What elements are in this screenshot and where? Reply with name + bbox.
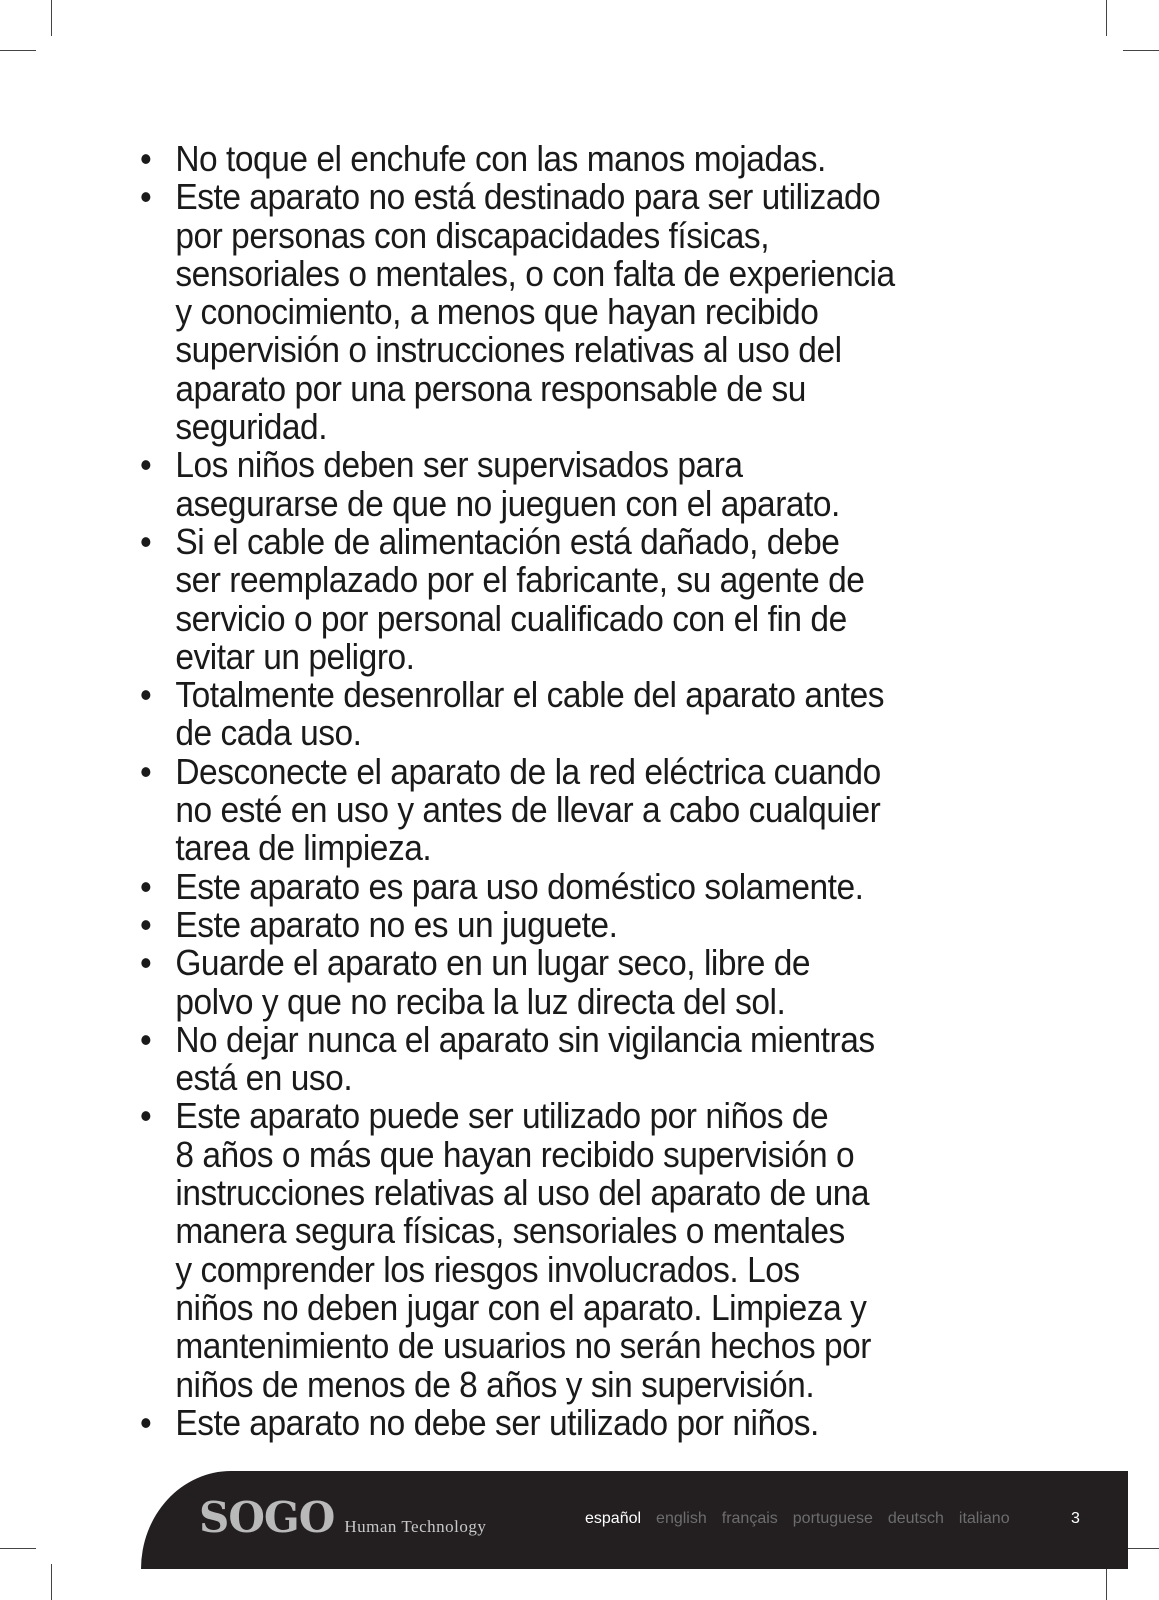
bullet-icon: •: [140, 1018, 152, 1060]
bullet-icon: •: [140, 444, 152, 486]
list-item-text: Desconecte el aparato de la red eléctrica cuando no esté en uso y antes de llevar a cabo cualquier tarea de limpieza.: [175, 750, 881, 869]
list-item: [140, 1401, 1105, 1443]
list-item-text: Este aparato no está destinado para ser utilizado por personas con discapacidades físicas, sensoriales o mentales, o con falta de experiencia y conocimiento, a menos que hayan recibido supervisión o instrucciones relativas al uso del aparato por una persona responsable de su seguridad.: [175, 176, 895, 448]
logo-tagline: Human Technology: [344, 1517, 487, 1536]
list-item: [140, 676, 1105, 753]
list-item-text: Guarde el aparato en un lugar seco, libre de polvo y que no reciba la luz directa del sol.: [175, 942, 811, 1022]
list-item: [140, 140, 1105, 178]
list-item-text: Este aparato no debe ser utilizado por niños.: [175, 1401, 819, 1443]
bullet-icon: •: [140, 865, 152, 907]
language-link-2[interactable]: français: [721, 1510, 778, 1527]
list-item-text: No dejar nunca el aparato sin vigilancia mientras está en uso.: [175, 1018, 875, 1099]
list-item: [140, 750, 1105, 869]
bullet-icon: •: [140, 1401, 152, 1443]
list-item-text: Este aparato puede ser utilizado por niños de 8 años o más que hayan recibido supervisión o instrucciones relativas al uso del aparato de una manera segura físicas, sensoriales o mentales y comprender los riesgos involucrados. Los niños no deben jugar con el aparato. Limpieza y mantenimiento de usuarios no serán hechos por niños de menos de 8 años y sin supervisión.: [175, 1095, 871, 1405]
bullet-icon: •: [140, 520, 152, 562]
language-link-1[interactable]: english: [656, 1510, 707, 1527]
bullet-icon: •: [140, 903, 152, 945]
page-number: 3: [1071, 1510, 1080, 1527]
list-item-text: Este aparato no es un juguete.: [175, 903, 618, 945]
list-item: [140, 903, 1105, 945]
crop-mark: [0, 1548, 36, 1549]
bullet-icon: •: [140, 1095, 152, 1137]
bullet-icon: •: [140, 138, 152, 179]
bullet-icon: •: [140, 176, 152, 218]
language-link-3[interactable]: portuguese: [792, 1510, 873, 1527]
language-selector: [585, 1510, 1010, 1528]
list-item-text: Los niños deben ser supervisados para asegurarse de que no jueguen con el aparato.: [175, 444, 840, 524]
crop-mark: [1123, 1548, 1159, 1549]
list-item: [140, 178, 1105, 446]
crop-mark: [1106, 0, 1107, 36]
list-item: [140, 944, 1105, 1021]
bullet-icon: •: [140, 942, 152, 984]
list-item: [140, 1018, 1105, 1099]
footer-bar: [141, 1471, 1128, 1569]
language-link-4[interactable]: deutsch: [887, 1510, 944, 1527]
crop-mark: [51, 0, 52, 36]
list-item-text: No toque el enchufe con las manos mojadas.: [175, 138, 826, 179]
list-item-text: Este aparato es para uso doméstico solamente.: [175, 865, 864, 907]
bullet-icon: •: [140, 674, 152, 716]
list-item: [140, 1097, 1105, 1403]
language-link-5[interactable]: italiano: [958, 1510, 1010, 1527]
language-link-0[interactable]: español: [585, 1510, 642, 1527]
crop-mark: [1106, 1564, 1107, 1600]
list-item: [140, 865, 1105, 907]
list-item-text: Si el cable de alimentación está dañado, debe ser reemplazado por el fabricante, su agente de servicio o por personal cualificado con el fin de evitar un peligro.: [175, 520, 865, 677]
list-item: [140, 446, 1105, 523]
safety-instructions: [140, 140, 1070, 1442]
bullet-list: [140, 140, 1070, 1442]
list-item-text: Totalmente desenrollar el cable del aparato antes de cada uso.: [175, 674, 884, 754]
crop-mark: [1123, 50, 1159, 51]
brand-logo: [199, 1493, 486, 1542]
bullet-icon: •: [140, 750, 152, 792]
crop-mark: [51, 1564, 52, 1600]
list-item: [140, 520, 1105, 677]
logo-wordmark: SOGO: [199, 1493, 335, 1542]
crop-mark: [0, 50, 36, 51]
